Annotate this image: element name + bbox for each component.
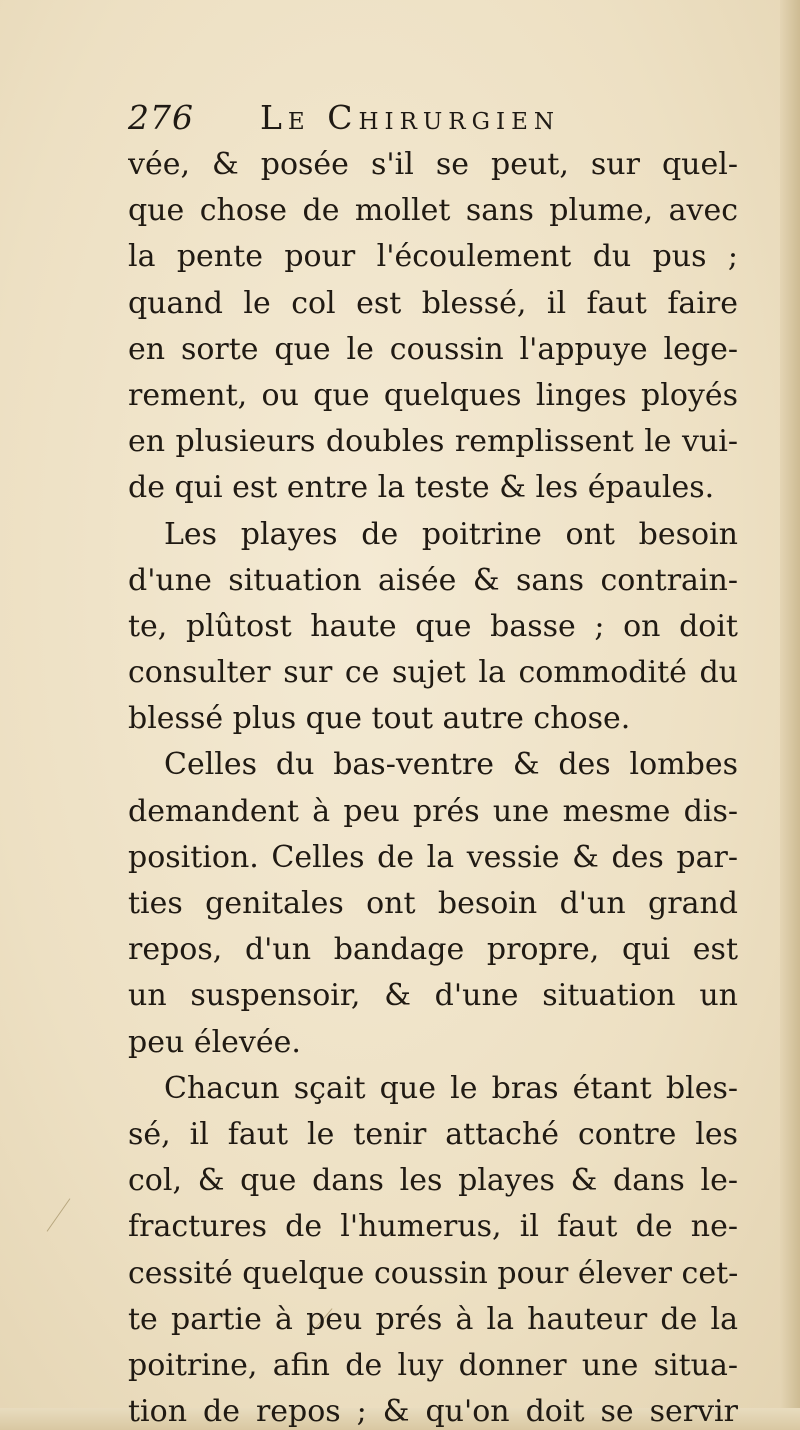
text-line: quand le col est blessé, il faut faire — [128, 285, 738, 321]
text-line: demandent à peu prés une mesme dis- — [128, 793, 738, 829]
text-line: te partie à peu prés à la hauteur de la — [128, 1301, 738, 1337]
text-line: col, & que dans les playes & dans le- — [128, 1163, 738, 1199]
text-line: en sorte que le coussin l'appuye lege- — [128, 331, 738, 367]
text-line: que chose de mollet sans plume, avec — [128, 193, 738, 229]
running-head — [128, 98, 688, 144]
text-line: fractures de l'humerus, il faut de ne- — [128, 1209, 738, 1245]
text-line: cessité quelque coussin pour élever cet- — [128, 1255, 738, 1291]
text-line: consulter sur ce sujet la commodité du — [128, 655, 738, 691]
paper-mark — [47, 1198, 71, 1231]
text-line: en plusieurs doubles remplissent le vui- — [128, 424, 738, 460]
text-line: de qui est entre la teste & les épaules. — [128, 470, 715, 506]
text-line: d'une situation aisée & sans contrain- — [128, 562, 738, 598]
text-line: un suspensoir, & d'une situation un — [128, 978, 738, 1014]
text-line: sé, il faut le tenir attaché contre les — [128, 1116, 738, 1152]
body-text — [128, 142, 738, 1430]
text-line: vée, & posée s'il se peut, sur quel- — [128, 147, 738, 182]
running-title: Le Chirurgien — [260, 98, 560, 137]
text-line: tion de repos ; & qu'on doit se servir — [128, 1394, 738, 1430]
text-line: blessé plus que tout autre chose. — [128, 701, 631, 737]
text-line: Chacun sçait que le bras étant bles- — [164, 1070, 738, 1106]
text-line: te, plûtost haute que basse ; on doit — [128, 608, 738, 644]
text-line: rement, ou que quelques linges ployés — [128, 377, 738, 413]
page-number: 276 — [128, 98, 194, 137]
text-line: Les playes de poitrine ont besoin — [164, 516, 738, 552]
text-line: poitrine, afin de luy donner une situa- — [128, 1347, 738, 1383]
page-edge-shadow — [780, 0, 800, 1430]
text-line: la pente pour l'écoulement du pus ; — [128, 239, 738, 275]
text-line: repos, d'un bandage propre, qui est — [128, 932, 738, 968]
text-line: peu élevée. — [128, 1024, 301, 1060]
text-line: position. Celles de la vessie & des par- — [128, 839, 738, 875]
text-line: Celles du bas-ventre & des lombes — [164, 747, 738, 783]
text-line: ties genitales ont besoin d'un grand — [128, 886, 738, 921]
